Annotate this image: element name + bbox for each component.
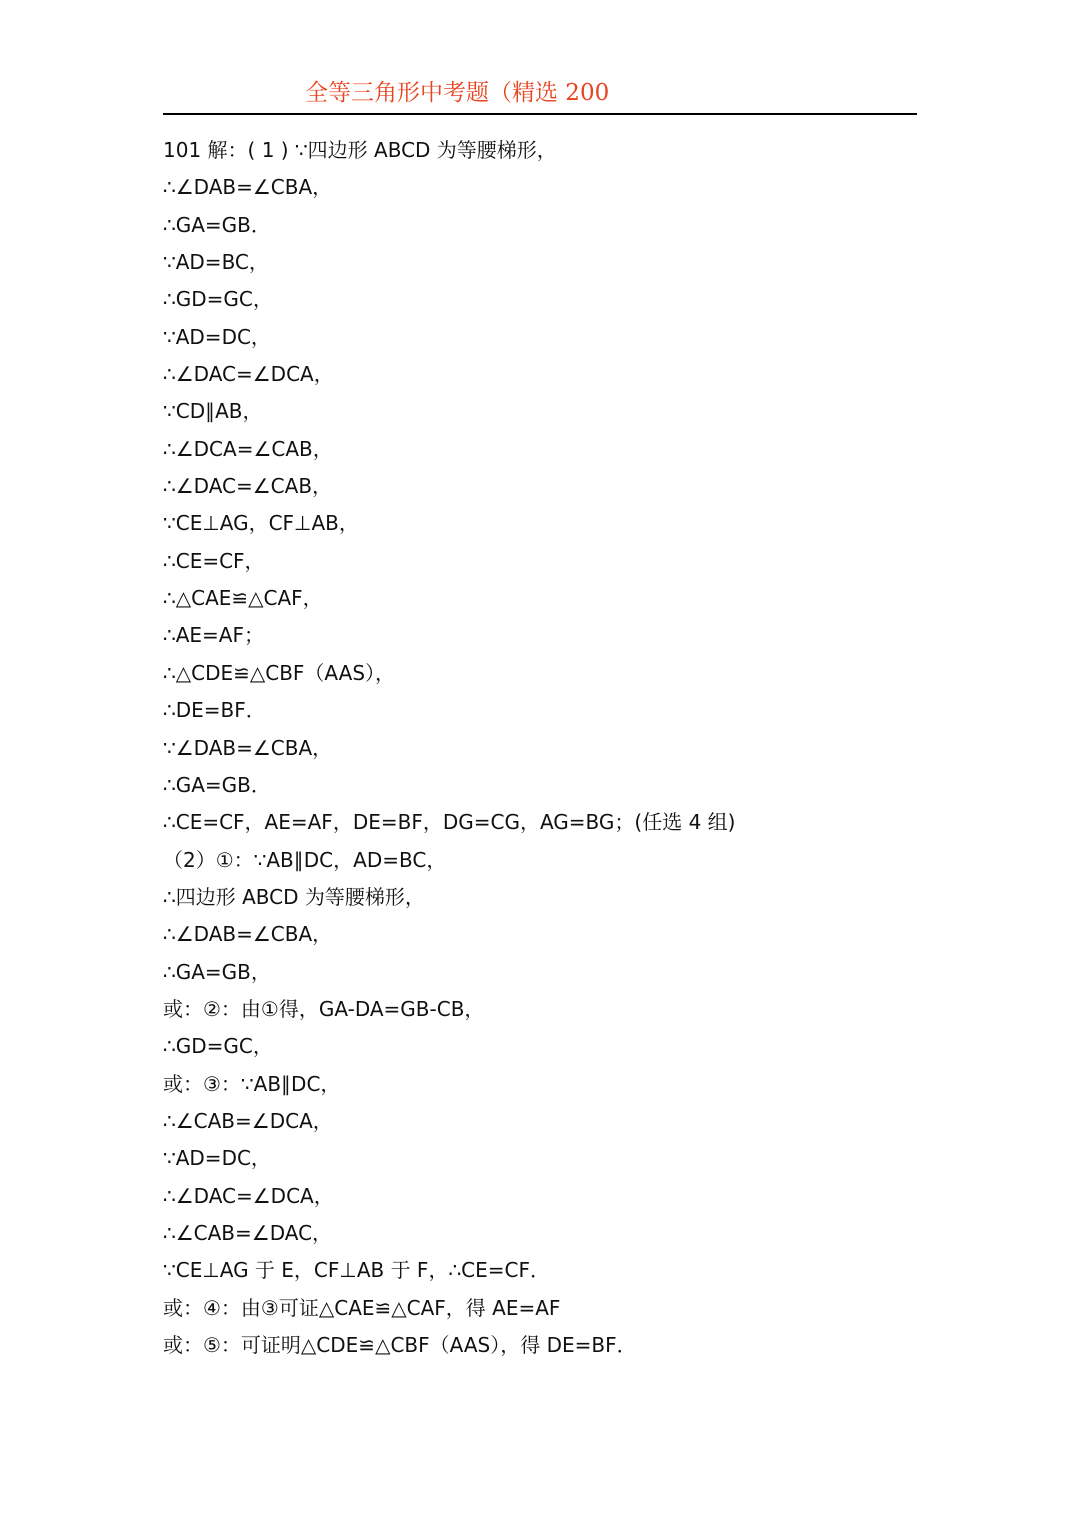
solution-line: ∴GA=GB． bbox=[163, 212, 271, 237]
solution-line: ∵CE⊥AG，CF⊥AB， bbox=[163, 511, 359, 536]
solution-line: ∴∠CAB=∠DAC， bbox=[163, 1220, 333, 1245]
solution-line: ∴DE=BF． bbox=[163, 698, 266, 723]
solution-line: ∴∠DCA=∠CAB， bbox=[163, 436, 333, 461]
document-title: 全等三角形中考题（精选 200 bbox=[305, 80, 610, 106]
solution-line: ∵AD=DC， bbox=[163, 1146, 271, 1171]
solution-line: ∴∠DAC=∠DCA， bbox=[163, 1183, 334, 1208]
solution-line: 或：④：由③可证△CAE≌△CAF，得 AE=AF bbox=[163, 1295, 561, 1320]
solution-line: ∴四边形 ABCD 为等腰梯形， bbox=[163, 884, 425, 909]
solution-line: 或：③：∵AB∥DC， bbox=[163, 1071, 341, 1096]
solution-line: ∴GA=GB， bbox=[163, 959, 271, 984]
solution-line: 或：②：由①得，GA-DA=GB-CB， bbox=[163, 996, 485, 1021]
solution-line: ∴∠DAC=∠DCA， bbox=[163, 362, 334, 387]
solution-line: ∴∠DAB=∠CBA， bbox=[163, 922, 333, 947]
solution-line: ∵AD=BC， bbox=[163, 250, 269, 275]
solution-line: ∴∠CAB=∠DCA， bbox=[163, 1108, 333, 1133]
solution-line: ∴CE=CF， bbox=[163, 548, 265, 573]
page-header bbox=[163, 76, 917, 115]
solution-line: （2）①：∵AB∥DC，AD=BC， bbox=[163, 847, 447, 872]
solution-line: ∴AE=AF； bbox=[163, 623, 264, 648]
solution-line: ∵CD∥AB， bbox=[163, 399, 263, 424]
solution-line: ∴△CDE≌△CBF（AAS）， bbox=[163, 660, 396, 685]
solution-line: ∵CE⊥AG 于 E，CF⊥AB 于 F，∴CE=CF． bbox=[163, 1258, 550, 1283]
solution-line: ∴GD=GC， bbox=[163, 287, 273, 312]
solution-body bbox=[163, 132, 923, 1364]
solution-line: ∴GD=GC， bbox=[163, 1034, 273, 1059]
solution-line: 101 解：( 1 ) ∵四边形 ABCD 为等腰梯形， bbox=[163, 138, 557, 162]
solution-line: ∴∠DAC=∠CAB， bbox=[163, 474, 333, 499]
solution-line: ∴CE=CF，AE=AF，DE=BF，DG=CG，AG=BG；(任选 4 组) bbox=[163, 810, 736, 835]
solution-line: ∴△CAE≌△CAF， bbox=[163, 586, 323, 611]
solution-line: ∴GA=GB． bbox=[163, 772, 271, 797]
solution-line: ∵∠DAB=∠CBA， bbox=[163, 735, 333, 760]
solution-line: ∵AD=DC， bbox=[163, 324, 271, 349]
solution-line: ∴∠DAB=∠CBA， bbox=[163, 175, 333, 200]
solution-line: 或：⑤：可证明△CDE≌△CBF（AAS），得 DE=BF． bbox=[163, 1333, 637, 1357]
